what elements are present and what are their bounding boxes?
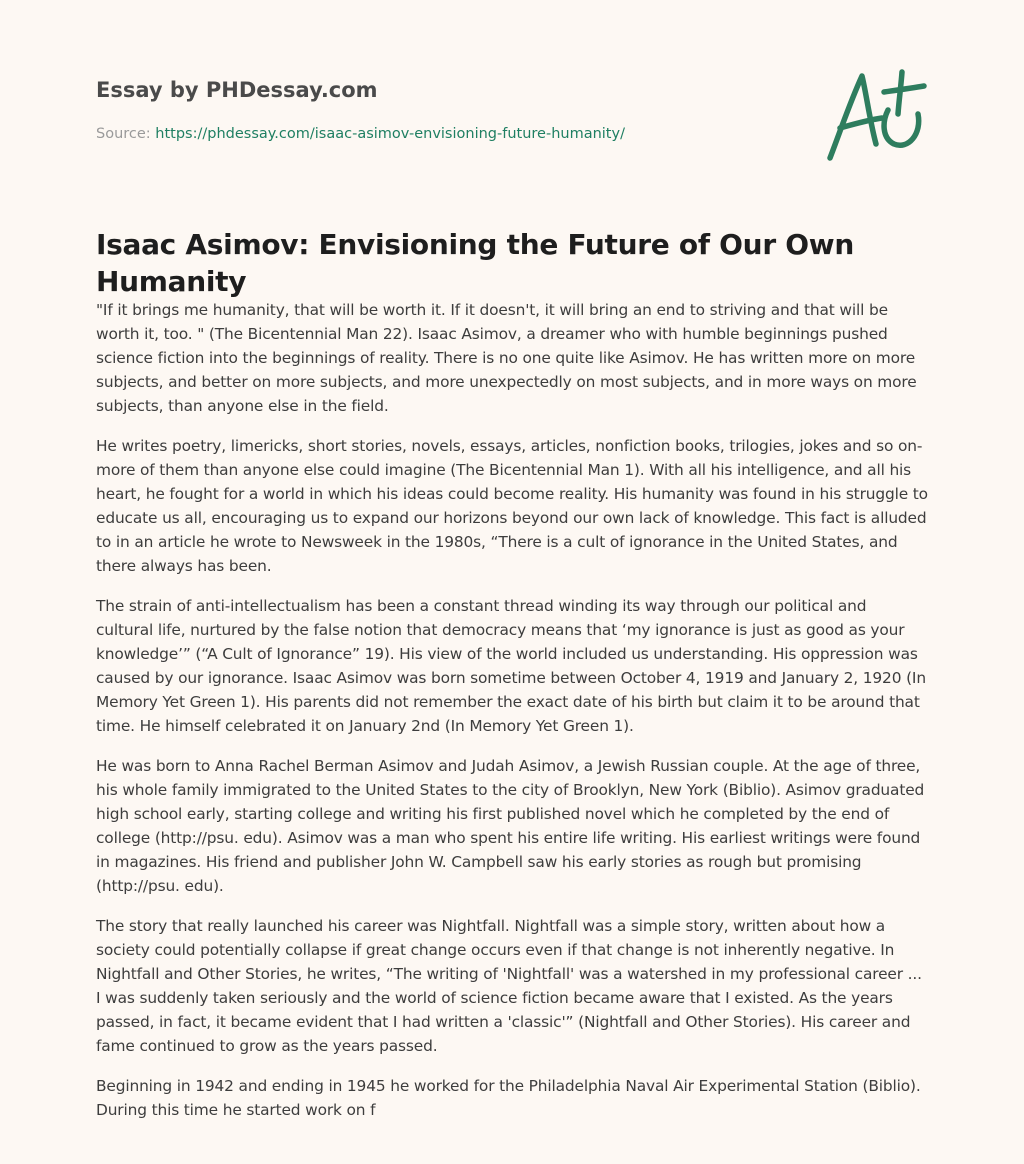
source-link[interactable]: https://phdessay.com/isaac-asimov-envisioning-future-humanity/ bbox=[155, 126, 625, 142]
source-line bbox=[96, 124, 796, 144]
a-plus-logo-icon bbox=[818, 62, 930, 168]
article-body bbox=[96, 298, 928, 1138]
source-label: Source: bbox=[96, 126, 151, 142]
paragraph: He writes poetry, limericks, short stories, novels, essays, articles, nonfiction books, trilogies, jokes and so on-more of them than anyone else could imagine (The Bicentennial Man 1). With all his intelligence, and all his heart, he fought for a world in which his ideas could become reality. His humanity was found in his struggle to educate us all, encouraging us to expand our horizons beyond our own lack of knowledge. This fact is alluded to in an article he wrote to Newsweek in the 1980s, “There is a cult of ignorance in the United States, and there always has been. bbox=[96, 437, 928, 575]
site-title: Essay by PHDessay.com bbox=[96, 78, 378, 102]
paragraph: Beginning in 1942 and ending in 1945 he worked for the Philadelphia Naval Air Experimental Station (Biblio). During this time he started work on f bbox=[96, 1077, 921, 1119]
paragraph: The strain of anti-intellectualism has been a constant thread winding its way through our political and cultural life, nurtured by the false notion that democracy means that ‘my ignorance is just as good as your knowledge’” (“A Cult of Ignorance” 19). His view of the world included us understanding. His oppression was caused by our ignorance. Isaac Asimov was born sometime between October 4, 1919 and January 2, 1920 (In Memory Yet Green 1). His parents did not remember the exact date of his birth but claim it to be around that time. He himself celebrated it on January 2nd (In Memory Yet Green 1). bbox=[96, 597, 926, 735]
paragraph: He was born to Anna Rachel Berman Asimov and Judah Asimov, a Jewish Russian couple. At the age of three, his whole family immigrated to the United States to the city of Brooklyn, New York (Biblio). Asimov graduated high school early, starting college and writing his first published novel which he completed by the end of college (http://psu. edu). Asimov was a man who spent his entire life writing. His earliest writings were found in magazines. His friend and publisher John W. Campbell saw his early stories as rough but promising (http://psu. edu). bbox=[96, 757, 925, 895]
article-title: Isaac Asimov: Envisioning the Future of Our Own Humanity bbox=[96, 228, 854, 298]
paragraph: "If it brings me humanity, that will be worth it. If it doesn't, it will bring an end to striving and that will be worth it, too. " (The Bicentennial Man 22). Isaac Asimov, a dreamer who with humble beginnings pushed science fiction into the beginnings of reality. There is no one quite like Asimov. He has written more on more subjects, and better on more subjects, and more unexpectedly on most subjects, and in more ways on more subjects, than anyone else in the field. bbox=[96, 301, 917, 415]
paragraph: The story that really launched his career was Nightfall. Nightfall was a simple story, written about how a society could potentially collapse if great change occurs even if that change is not inherently negative. In Nightfall and Other Stories, he writes, “The writing of 'Nightfall' was a watershed in my professional career ... I was suddenly taken seriously and the world of science fiction became aware that I existed. As the years passed, in fact, it became evident that I had written a 'classic'” (Nightfall and Other Stories). His career and fame continued to grow as the years passed. bbox=[96, 917, 922, 1055]
page-header bbox=[96, 76, 796, 144]
